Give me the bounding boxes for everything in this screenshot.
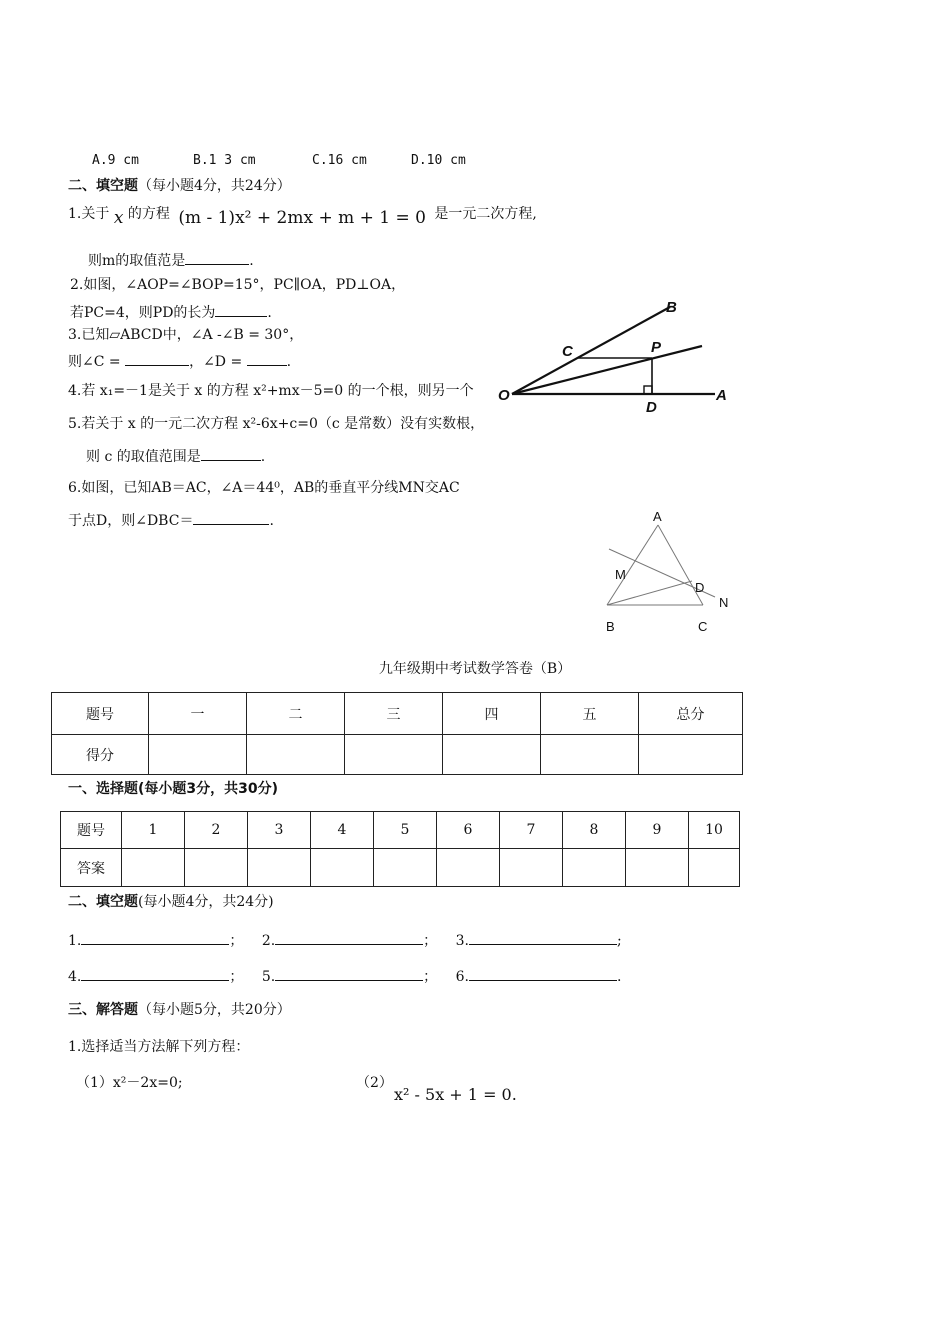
score-cell[interactable] <box>345 735 443 775</box>
score-cell[interactable] <box>541 735 639 775</box>
as-q1-part2-label: （2） <box>356 1075 393 1091</box>
choice-header-cell: 9 <box>626 812 689 849</box>
q6-line1: 6.如图，已知AB＝AC，∠A＝44⁰，AB的垂直平分线MN交AC <box>68 480 460 496</box>
fill-label-6: 6. <box>455 969 469 985</box>
choice-header-cell: 4 <box>311 812 374 849</box>
options-line <box>92 152 466 170</box>
as-q1-part1: （1）x²－2x=0; <box>76 1075 183 1091</box>
q6-blank <box>193 510 269 525</box>
as-section3-note: （每小题5分，共20分） <box>138 1002 291 1018</box>
fill-answers-row1: 1. ； 2. ； 3. ; <box>68 930 622 950</box>
choice-header-cell: 6 <box>437 812 500 849</box>
score-header-cell: 一 <box>149 693 247 735</box>
label-o: O <box>498 387 510 404</box>
choice-answer-cell[interactable] <box>563 849 626 887</box>
fill-label-1: 1. <box>68 933 82 949</box>
label-p: P <box>651 339 662 356</box>
label-c: C <box>562 343 573 360</box>
fill-label-3: 3. <box>455 933 469 949</box>
score-cell[interactable] <box>639 735 743 775</box>
choice-header-cell: 3 <box>248 812 311 849</box>
fill-answer-5[interactable] <box>275 966 423 981</box>
q5-line1: 5.若关于 x 的一元二次方程 x²-6x+c=0（c 是常数）没有实数根， <box>68 416 485 432</box>
as-section2-note: (每小题4分，共24分) <box>138 894 274 910</box>
choice-answer-cell[interactable] <box>185 849 248 887</box>
section2-heading: 二、填空题 <box>68 178 138 194</box>
choice-answer-cell[interactable] <box>374 849 437 887</box>
choice-answer-cell[interactable] <box>500 849 563 887</box>
fill-label-5: 5. <box>261 969 276 985</box>
choice-answer-cell[interactable] <box>689 849 740 887</box>
fill-answer-1[interactable] <box>81 930 229 945</box>
score-header-cell: 五 <box>541 693 639 735</box>
triangle-diagram <box>595 505 740 640</box>
as-q1-text: 1.选择适当方法解下列方程： <box>68 1039 250 1055</box>
as-section1-heading-line <box>68 780 278 798</box>
q6-line2: 于点D，则∠DBC＝ . <box>68 510 274 530</box>
q1-equation: (m - 1)x² + 2mx + m + 1 = 0 <box>178 208 426 228</box>
as-section3-heading: 三、解答题 <box>68 1002 138 1018</box>
fill-label-4: 4. <box>68 969 82 985</box>
choice-header-cell: 8 <box>563 812 626 849</box>
q3-angle-c: 则∠C = <box>68 354 126 370</box>
angle-diagram <box>490 290 740 420</box>
label-b: B <box>666 299 677 316</box>
q3-blank-d <box>247 351 287 366</box>
q1-var: x <box>113 208 124 228</box>
q1-line2: 则m的取值范是 . <box>88 250 254 270</box>
right-angle-mark <box>644 386 652 394</box>
choice-header-cell: 题号 <box>61 812 122 849</box>
score-header-cell: 四 <box>443 693 541 735</box>
score-table-row <box>52 735 743 775</box>
score-header-cell: 总分 <box>639 693 743 735</box>
choice-answer-table <box>60 811 740 887</box>
as-section2-heading-line <box>68 893 274 911</box>
q3-angle-d: ，∠D = <box>189 354 247 370</box>
fill-label-2: 2. <box>261 933 276 949</box>
q5-line2: 则 c 的取值范围是 . <box>86 446 265 466</box>
q5-blank <box>201 446 261 461</box>
as-section2-heading: 二、填空题 <box>68 894 138 910</box>
q2-text: 若PC=4，则PD的长为 <box>70 305 216 321</box>
label-b: B <box>606 619 615 634</box>
answer-sheet-title: 九年级期中考试数学答卷（B） <box>378 661 572 677</box>
option-d: D.10 cm <box>411 153 466 168</box>
choice-answer-cell[interactable] <box>626 849 689 887</box>
choice-row-label: 答案 <box>61 849 122 887</box>
as-section3-heading-line <box>68 1001 291 1019</box>
fill-answers-row2: 4. ； 5. ； 6. . <box>68 966 621 986</box>
option-b: B.1 3 cm <box>193 153 256 168</box>
label-d: D <box>646 399 657 416</box>
section2-heading-line <box>68 177 291 195</box>
q2-line1: 2.如图，∠AOP=∠BOP=15°，PC∥OA，PD⊥OA， <box>70 277 406 293</box>
score-cell[interactable] <box>247 735 345 775</box>
option-a: A.9 cm <box>92 153 139 168</box>
choice-header-cell: 7 <box>500 812 563 849</box>
ray-op <box>512 346 702 394</box>
option-c: C.16 cm <box>312 153 367 168</box>
q4-line1: 4.若 x₁=－1是关于 x 的方程 x²+mx－5=0 的一个根，则另一个 <box>68 383 474 399</box>
q1-condition-text: 则m的取值范是 <box>88 253 186 269</box>
score-cell[interactable] <box>443 735 541 775</box>
score-table-header <box>52 693 743 735</box>
q3-line2: 则∠C = ，∠D = . <box>68 351 291 371</box>
score-row-label: 得分 <box>52 735 149 775</box>
q1-pre: 1.关于 <box>68 206 110 222</box>
label-m: M <box>615 567 626 582</box>
choice-header-cell: 5 <box>374 812 437 849</box>
q3-line1: 3.已知▱ABCD中，∠A -∠B = 30°， <box>68 327 304 343</box>
as-section1-heading: 一、选择题 <box>68 781 138 797</box>
choice-table-header <box>61 812 740 849</box>
label-a: A <box>653 509 662 524</box>
label-n: N <box>719 595 729 610</box>
as-q1-part2-eq-text: x² - 5x + 1 = 0 <box>394 1085 512 1104</box>
ray-ob <box>512 307 670 394</box>
score-cell[interactable] <box>149 735 247 775</box>
choice-answer-cell[interactable] <box>122 849 185 887</box>
label-a: A <box>716 387 727 404</box>
q2-blank <box>215 302 267 317</box>
fill-answer-4[interactable] <box>81 966 229 981</box>
choice-header-cell: 10 <box>689 812 740 849</box>
choice-answer-cell[interactable] <box>248 849 311 887</box>
score-header-cell: 二 <box>247 693 345 735</box>
fill-answer-3[interactable] <box>469 930 617 945</box>
choice-table-row <box>61 849 740 887</box>
q1-blank <box>185 250 249 265</box>
as-q1-part2-equation: x² - 5x + 1 = 0. <box>394 1085 517 1104</box>
q1-mid: 的方程 <box>127 206 170 222</box>
q3-blank-c <box>125 351 189 366</box>
q6-text: 于点D，则∠DBC＝ <box>68 513 194 529</box>
fill-answer-6[interactable] <box>469 966 617 981</box>
label-d: D <box>695 580 705 595</box>
q2-line2: 若PC=4，则PD的长为 . <box>70 302 272 322</box>
score-table <box>51 692 743 775</box>
choice-answer-cell[interactable] <box>437 849 500 887</box>
choice-answer-cell[interactable] <box>311 849 374 887</box>
choice-header-cell: 1 <box>122 812 185 849</box>
as-section1-note: (每小题3分，共30分) <box>138 781 279 797</box>
label-c: C <box>698 619 708 634</box>
score-header-cell: 题号 <box>52 693 149 735</box>
fill-answer-2[interactable] <box>275 930 423 945</box>
q5-text: 则 c 的取值范围是 <box>86 449 201 465</box>
score-header-cell: 三 <box>345 693 443 735</box>
choice-header-cell: 2 <box>185 812 248 849</box>
q1-line1 <box>68 204 537 228</box>
section2-note: （每小题4分，共24分） <box>138 178 291 194</box>
q1-post: 是一元二次方程, <box>434 206 537 222</box>
